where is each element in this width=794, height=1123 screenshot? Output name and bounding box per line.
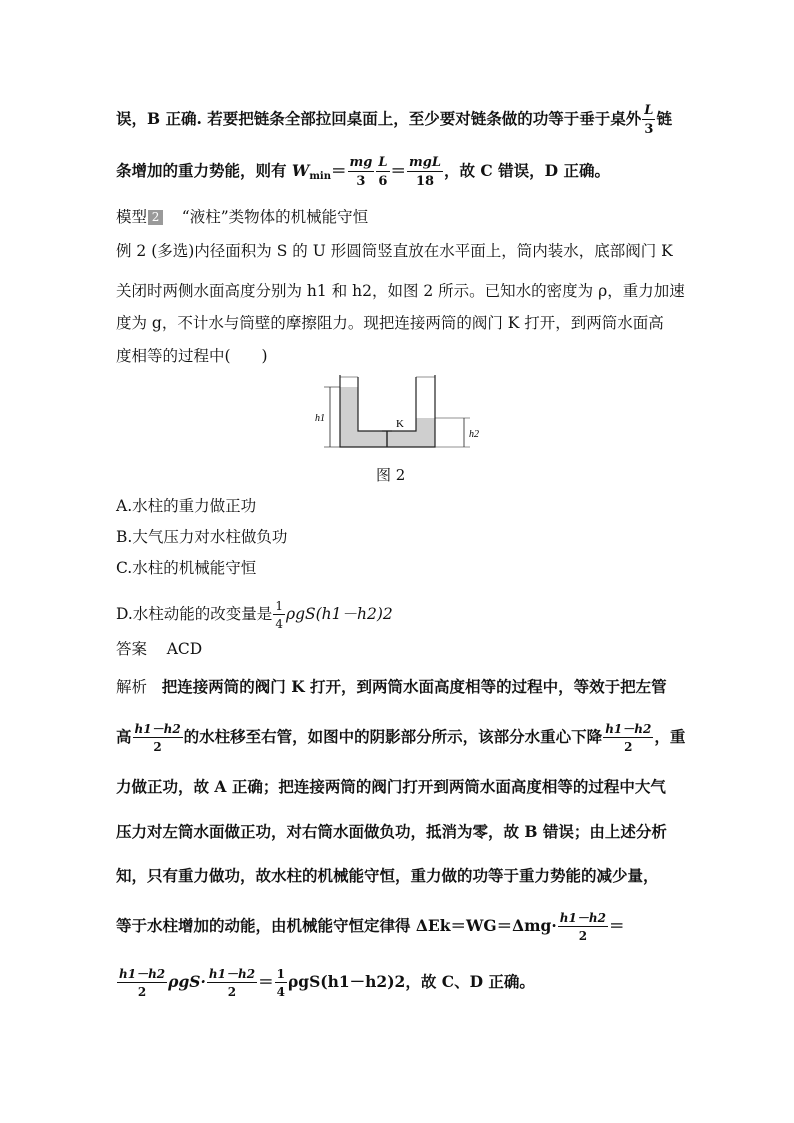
example-line2: 关闭时两侧水面高度分别为 h1 和 h2，如图 2 所示。已知水的密度为 ρ，重力加速 bbox=[116, 282, 685, 300]
option-a: A.水柱的重力做正功 bbox=[116, 497, 257, 515]
fraction-mg-over-3: $\frac{mg}{3}$ bbox=[349, 155, 373, 189]
paragraph1-line1-text: 误，B 正确. 若要把链条全部拉回桌面上，至少要对链条做的功等于垂于桌外 bbox=[116, 109, 642, 128]
tube-inner-wall bbox=[358, 377, 416, 431]
option-d: D.水柱动能的改变量是 $\frac{1}{4}$ ρgS(h1－h2)2 bbox=[116, 599, 393, 631]
analysis-line2: 高 $\frac{h1-h2}{2}$ 的水柱移至右管，如图中的阴影部分所示，该部分水重心下降 $\frac{h1-h2}{2}$ ，重 bbox=[116, 722, 686, 754]
analysis-line5: 知，只有重力做功，故水柱的机械能守恒，重力做的功等于重力势能的减少量， bbox=[116, 866, 659, 885]
analysis-line4: 压力对左筒水面做正功，对右筒水面做负功，抵消为零，故 B 错误；由上述分析 bbox=[116, 822, 667, 841]
u-tube-figure bbox=[310, 375, 490, 455]
fraction-h-diff-over-2-d: $\frac{h1-h2}{2}$ bbox=[119, 967, 166, 999]
example-line3: 度为 g，不计水与筒壁的摩擦阻力。现把连接两筒的阀门 K 打开，到两筒水面高 bbox=[116, 314, 664, 332]
fraction-1-over-4-b: $\frac{1}{4}$ bbox=[276, 967, 285, 999]
model-number-badge: 2 bbox=[148, 210, 163, 225]
fraction-l-over-3: $\frac{L}{3}$ bbox=[644, 103, 654, 137]
fraction-1-over-4: $\frac{1}{4}$ bbox=[275, 599, 283, 631]
paragraph1-line1: 误，B 正确. 若要把链条全部拉回桌面上，至少要对链条做的功等于垂于桌外 $\frac{L}{3}$ 链 bbox=[116, 103, 672, 137]
fraction-h-diff-over-2-b: $\frac{h1-h2}{2}$ bbox=[605, 722, 652, 754]
example-line4: 度相等的过程中( ) bbox=[116, 347, 268, 365]
answer-label: 答案 bbox=[116, 640, 148, 658]
label-k: K bbox=[396, 418, 404, 430]
label-h1: h1 bbox=[315, 413, 325, 424]
analysis-line6: 等于水柱增加的动能，由机械能守恒定律得 ΔEk＝WG＝Δmg· $\frac{h1-h2}{2}$ ＝ bbox=[116, 911, 625, 943]
option-b: B.大气压力对水柱做负功 bbox=[116, 528, 288, 546]
analysis-line1: 解析 把连接两筒的阀门 K 打开，到两筒水面高度相等的过程中，等效于把左管 bbox=[116, 677, 667, 696]
option-c: C.水柱的机械能守恒 bbox=[116, 559, 257, 577]
analysis-label: 解析 bbox=[116, 678, 148, 696]
model-heading: 模型 2 “液柱”类物体的机械能守恒 bbox=[116, 208, 369, 226]
fraction-h-diff-over-2-c: $\frac{h1-h2}{2}$ bbox=[559, 911, 606, 943]
example-line1: 例 2 (多选)内径面积为 S 的 U 形圆筒竖直放在水平面上，筒内装水，底部阀门 K bbox=[116, 242, 673, 260]
paragraph1-line2: 条增加的重力势能，则有 $W_{min}=$ $\frac{mg}{3}$ $\frac{L}{6}$ ＝ $\frac{\text{mgL}}{18}$ ，故 C 错误，D 正确。 bbox=[116, 155, 610, 189]
label-h2: h2 bbox=[469, 429, 479, 440]
fraction-l-over-6: $\frac{L}{6}$ bbox=[378, 155, 388, 189]
figure-caption: 图 2 bbox=[376, 466, 406, 484]
fraction-mgl-over-18: $\frac{\text{mgL}}{18}$ bbox=[409, 155, 442, 189]
fraction-h-diff-over-2-e: $\frac{h1-h2}{2}$ bbox=[208, 967, 256, 999]
analysis-line3: 力做正功，故 A 正确；把连接两筒的阀门打开到两筒水面高度相等的过程中大气 bbox=[116, 777, 666, 796]
answer-line bbox=[116, 639, 202, 659]
analysis-line7: $\frac{h1-h2}{2}$ ρgS· $\frac{h1-h2}{2}$ ＝ $\frac{1}{4}$ ρgS(h1－h2)2，故 C、D 正确。 bbox=[119, 967, 535, 999]
fraction-h-diff-over-2: $\frac{h1-h2}{2}$ bbox=[134, 722, 181, 754]
model-title: “液柱”类物体的机械能守恒 bbox=[181, 208, 369, 226]
answer-value: ACD bbox=[166, 640, 203, 658]
